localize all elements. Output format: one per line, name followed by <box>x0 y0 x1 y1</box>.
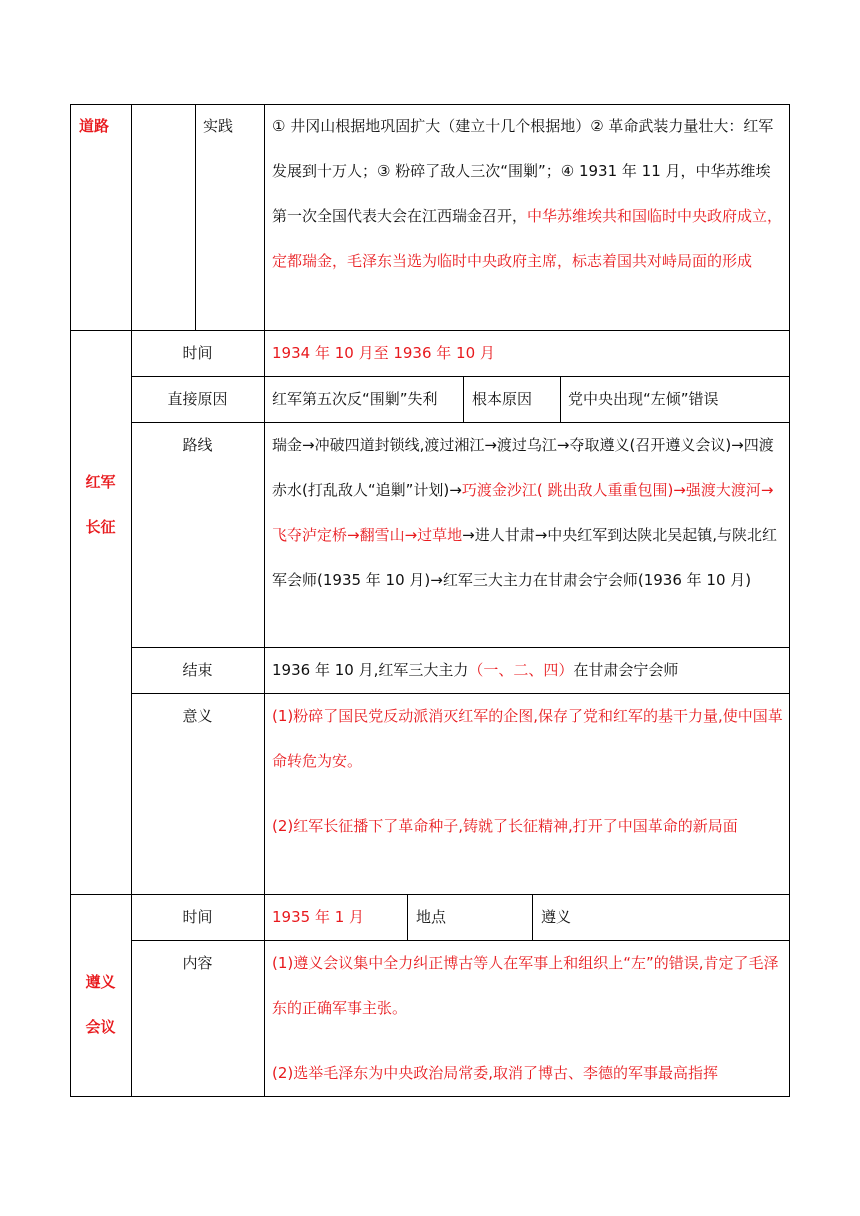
meaning-1: (1)粉碎了国民党反动派消灭红军的企图,保存了党和红军的基干力量,使中国革命转危为安。 <box>272 707 783 770</box>
zunyi-content-label: 内容 <box>182 954 213 972</box>
practice-content-red: 中华苏维埃共和国临时中央政府成立，定都瑞金，毛泽东当选为临时中央政府主席，标志着国共对峙局面的形成 <box>272 207 783 270</box>
section-title-line2: 会议 <box>85 1018 116 1036</box>
table-border <box>560 376 561 422</box>
table-border <box>407 894 408 940</box>
meaning-label: 意义 <box>182 707 213 725</box>
end-part3: 在甘肃会宁会师 <box>573 661 679 679</box>
route-part2: 巧渡金沙江( 跳出敌人重重包围)→强渡大渡河→飞夺泸定桥→翻雪山→过草地 <box>272 481 774 544</box>
table-border <box>195 104 196 330</box>
place-value: 遵义 <box>541 908 572 926</box>
route-label: 路线 <box>182 436 213 454</box>
end-content <box>272 648 784 693</box>
time-value: 1934 年 10 月至 1936 年 10 月 <box>272 344 495 362</box>
zunyi-content-1: (1)遵义会议集中全力纠正博古等人在军事上和组织上“左”的错误,肯定了毛泽东的正确军事主张。 <box>272 954 779 1017</box>
section-title-line1: 遵义 <box>85 973 116 991</box>
zunyi-content <box>272 941 784 1096</box>
end-part2: （一、二、四） <box>468 661 574 679</box>
place-label: 地点 <box>416 908 447 926</box>
route-part1: 瑞金→冲破四道封锁线,渡过湘江→渡过乌江→夺取遵义(召开遵义会议)→四渡赤水(打乱敌人“追剿”计划)→ <box>272 436 774 499</box>
direct-cause-value: 红军第五次反“围剿”失利 <box>272 390 438 408</box>
practice-label: 实践 <box>203 117 234 135</box>
paragraph-gap <box>272 1031 784 1051</box>
end-part1: 1936 年 10 月,红军三大主力 <box>272 661 469 679</box>
zunyi-content-2: (2)选举毛泽东为中央政治局常委,取消了博古、李德的军事最高指挥 <box>272 1064 719 1082</box>
table-border <box>264 104 265 1097</box>
root-cause-label: 根本原因 <box>472 390 533 408</box>
table-border <box>463 376 464 422</box>
practice-content <box>272 104 784 284</box>
table-border <box>789 104 790 1097</box>
direct-cause-label: 直接原因 <box>167 390 228 408</box>
section-title-road: 道路 <box>79 117 110 135</box>
section-title-line1: 红军 <box>85 473 116 491</box>
paragraph-gap <box>272 784 784 804</box>
table-border <box>70 1096 790 1097</box>
table-border <box>70 104 71 1097</box>
section-title-long-march <box>70 460 131 550</box>
route-content <box>272 423 784 603</box>
table-border <box>532 894 533 940</box>
meaning-2: (2)红军长征播下了革命种子,铸就了长征精神,打开了中国革命的新局面 <box>272 817 738 835</box>
meaning-content <box>272 694 784 849</box>
zunyi-time-value: 1935 年 1 月 <box>272 908 365 926</box>
time-label: 时间 <box>182 344 213 362</box>
section-title-zunyi <box>70 960 131 1050</box>
section-title-line2: 长征 <box>85 518 116 536</box>
route-part3: →进人甘肃→中央红军到达陕北吴起镇,与陕北红军会师(1935 年 10 月)→红军三大主力在甘肃会宁会师(1936 年 10 月) <box>272 526 778 589</box>
practice-content-black: ① 井冈山根据地巩固扩大（建立十几个根据地）② 革命武装力量壮大：红军发展到十万人；③ 粉碎了敌人三次“围剿”；④ 1931 年 11 月，中华苏维埃第一次全国代表大会在江西瑞金召开， <box>272 117 774 225</box>
root-cause-value: 党中央出现“左倾”错误 <box>568 390 719 408</box>
end-label: 结束 <box>182 661 213 679</box>
zunyi-time-label: 时间 <box>182 908 213 926</box>
